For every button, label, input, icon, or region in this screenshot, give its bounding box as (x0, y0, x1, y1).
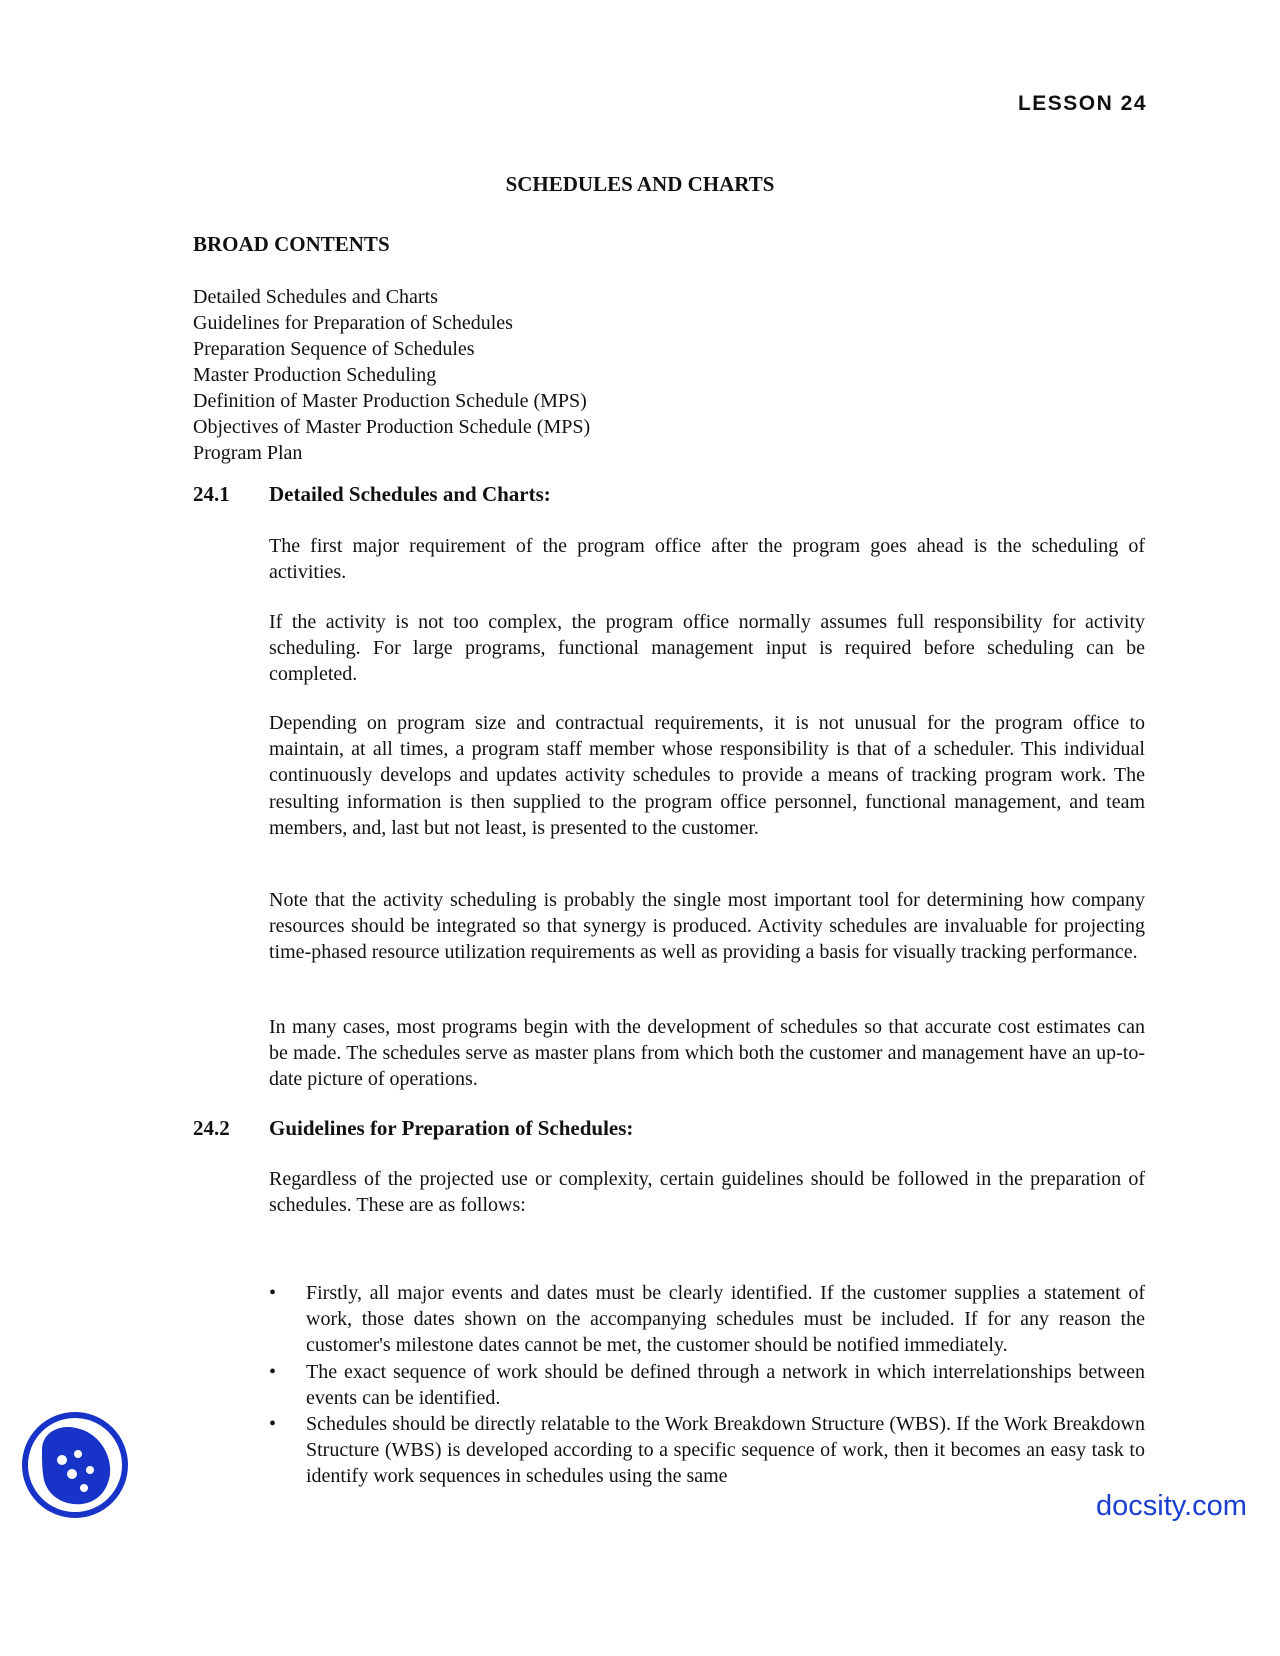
paragraph: In many cases, most programs begin with the development of schedules so that accurate cost estimates can be made. The schedules serve as master plans from which both the customer and management have an up-to-date picture of operations. (269, 1016, 1145, 1091)
paragraph: Regardless of the projected use or complexity, certain guidelines should be followed in the preparation of schedules. These are as follows: (269, 1168, 1145, 1217)
list-item (269, 1359, 1145, 1411)
section-title: Detailed Schedules and Charts: (269, 482, 551, 506)
section-number: 24.2 (193, 1116, 230, 1140)
section-heading-24-1 (193, 482, 551, 507)
docsity-logo-icon[interactable] (20, 1410, 130, 1520)
section-title: Guidelines for Preparation of Schedules: (269, 1116, 634, 1140)
section-number: 24.1 (193, 482, 230, 506)
section-heading-24-2 (193, 1116, 633, 1141)
paragraph: Depending on program size and contractual requirements, it is not unusual for the program office to maintain, at all times, a program staff member whose responsibility is that of a scheduler. This individual continuously develops and updates activity schedules to provide a means of tracking program work. The resulting information is then supplied to the program office personnel, functional management, and team members, and, last but not least, is presented to the customer. (269, 712, 1145, 839)
broad-contents-list (193, 284, 590, 466)
lesson-label: LESSON 24 (1017, 92, 1147, 115)
list-item (269, 1411, 1145, 1490)
paragraph: Note that the activity scheduling is probably the single most important tool for determining how company resources should be integrated so that synergy is produced. Activity schedules are invaluable for projecting time-phased resource utilization requirements as well as providing a basis for visually tracking performance. (269, 889, 1145, 964)
page-title: SCHEDULES AND CHARTS (505, 172, 775, 196)
toc-item: Master Production Scheduling (193, 364, 437, 386)
toc-item: Preparation Sequence of Schedules (193, 338, 475, 360)
list-item-text: Schedules should be directly relatable to the Work Breakdown Structure (WBS). If the Work Breakdown Structure (WBS) is developed according to a specific sequence of work, then it becomes an easy task to identify work sequences in schedules using the same (306, 1413, 1145, 1488)
bullet-icon: • (269, 1282, 277, 1304)
broad-contents-heading: BROAD CONTENTS (193, 232, 390, 256)
docsity-watermark-link[interactable]: docsity.com (1096, 1490, 1247, 1522)
toc-item: Objectives of Master Production Schedule (MPS) (193, 416, 591, 438)
toc-item: Definition of Master Production Schedule (MPS) (193, 390, 587, 412)
paragraph: The first major requirement of the program office after the program goes ahead is the scheduling of activities. (269, 535, 1145, 584)
toc-item: Detailed Schedules and Charts (193, 286, 438, 308)
toc-item: Program Plan (193, 442, 303, 464)
list-item-text: The exact sequence of work should be defined through a network in which interrelationships between events can be identified. (306, 1360, 1145, 1409)
list-item-text: Firstly, all major events and dates must be clearly identified. If the customer supplies a statement of work, those dates shown on the accompanying schedules must be included. If for any reason the customer's milestone dates cannot be met, the customer should be notified immediately. (306, 1282, 1145, 1357)
paragraph: If the activity is not too complex, the program office normally assumes full responsibility for activity scheduling. For large programs, functional management input is required before scheduling can be completed. (269, 611, 1145, 686)
toc-item: Guidelines for Preparation of Schedules (193, 312, 513, 334)
bullet-icon: • (269, 1413, 277, 1436)
bullet-icon: • (269, 1360, 277, 1383)
list-item (269, 1280, 1145, 1359)
guidelines-list (269, 1280, 1145, 1490)
